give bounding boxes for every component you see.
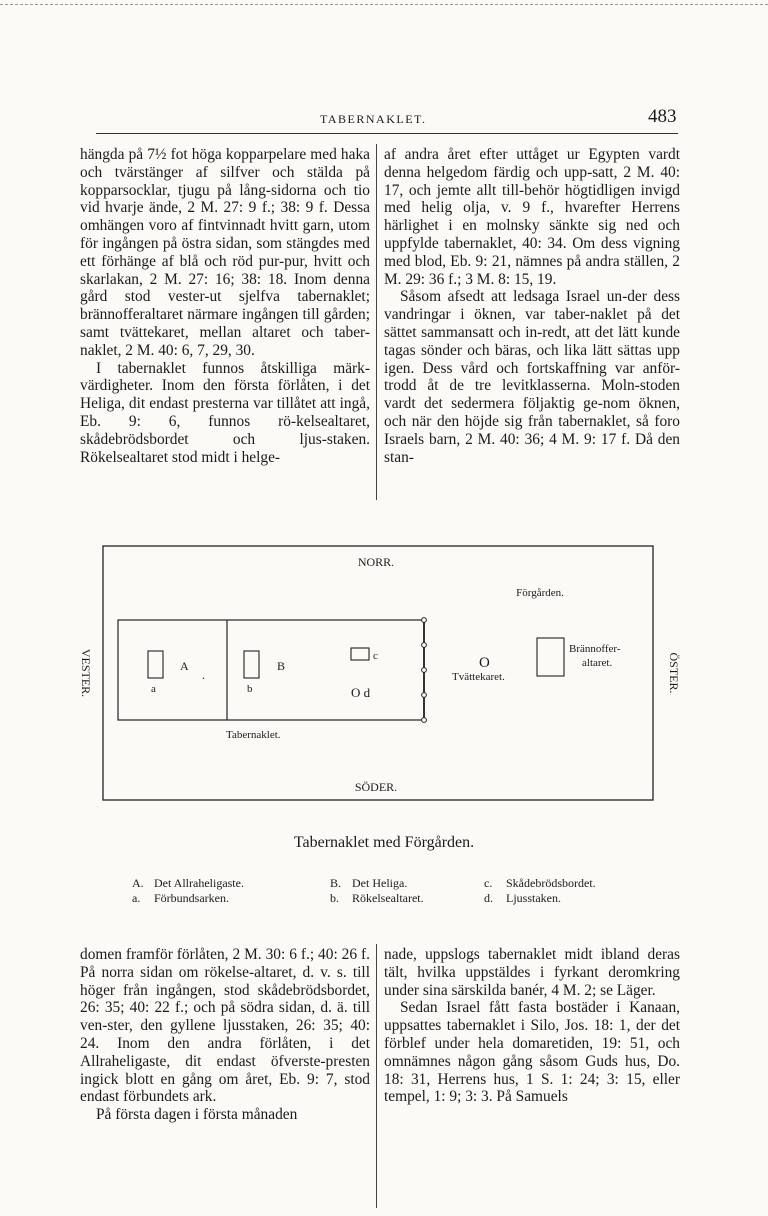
- figure-caption: Tabernaklet med Förgården.: [293, 834, 475, 851]
- legend-item: [132, 891, 244, 906]
- post: [422, 618, 427, 623]
- west-label: VESTER.: [79, 648, 93, 698]
- incense-altar: [244, 651, 259, 678]
- paragraph: nade, uppslogs tabernaklet midt ibland deras tält, hvilka uppstäldes i fyrkant deromkring under sina särskilda banér, 4 M. 2; se Läger.: [384, 946, 680, 999]
- paragraph: domen framför förlåten, 2 M. 30: 6 f.; 40: 26 f. På norra sidan om rökelse-altaret, d. v. s. till höger från ingången, stod skådebrödsbordet, 26: 35; 40: 22 f.; och på södra sidan, d. ä. till ven-ster, den gyllene ljusstaken, 26: 35; 40: 24. Inom den andra förlåten, i det Allraheligaste, dit endast öfverste-presten ingick blott en gång om året, Eb. 9: 7, stod endast förbundets ark.: [80, 946, 370, 1106]
- burnt-offering-altar: [537, 638, 564, 676]
- court-label: Förgården.: [516, 587, 564, 599]
- post: [422, 643, 427, 648]
- label-A: A: [180, 659, 189, 673]
- tabernacle-outline: [118, 620, 424, 720]
- legend-key: A.: [132, 876, 144, 890]
- label-c: c: [373, 650, 378, 662]
- legend-text: Skådebrödsbordet.: [506, 876, 596, 890]
- label-d-lampstand: O d: [351, 685, 371, 700]
- showbread-table: [351, 648, 369, 660]
- text-column-left-bottom: [80, 946, 370, 1124]
- east-label: ÖSTER.: [667, 652, 681, 694]
- post: [422, 668, 427, 673]
- legend-column-1: [132, 876, 244, 906]
- legend-text: Det Allraheligaste.: [154, 876, 244, 890]
- legend-text: Ljusstaken.: [506, 891, 561, 905]
- south-label: SÖDER.: [354, 780, 398, 794]
- paragraph: I tabernaklet funnos åtskilliga märk-värdigheter. Inom den första förlåten, i det Heliga, dit endast presterna var tillåtet att ingå, Eb. 9: 6, funnos rö-kelsealtaret, skådebrödsbordet och ljus-staken. Rökelsealtaret stod midt i helge-: [80, 359, 370, 466]
- post: [422, 693, 427, 698]
- paragraph: Såsom afsedt att ledsaga Israel un-der dess vandringar i öknen, var taber-naklet på det sättet sammansatt och in-redt, att det lätt kunde tagas sönder och bäras, och lika lätt sättas upp igen. Dess vård och fortskaffning var anför-trodd åt de tre levitklasserna. Moln-stoden vardt det sedermera följaktig ge-nom öknen, och när den höjde sig från tabernaklet, så foro Israels barn, 2 M. 40: 36; 4 M. 9: 17 f. Då den stan-: [384, 288, 680, 466]
- text-column-right-bottom: [384, 946, 680, 1106]
- legend-item: [484, 876, 596, 891]
- post: [422, 718, 427, 723]
- label-b: b: [247, 683, 253, 695]
- legend-key: c.: [484, 876, 493, 890]
- page-number: 483: [648, 106, 677, 127]
- legend-item: [330, 891, 424, 906]
- legend-key: d.: [484, 891, 493, 905]
- legend-column-3: [484, 876, 596, 906]
- legend-text: Det Heliga.: [352, 876, 408, 890]
- legend-key: a.: [132, 891, 141, 905]
- paragraph: af andra året efter uttåget ur Egypten vardt denna helgedom färdig och upp-satt, 2 M. 40: 17, och jemte allt till-behör högtidligen invigd med helig olja, v. 9 f., hvarefter Herrens härlighet i en molnsky sänkte sig ned och uppfylde tabernaklet, 40: 34. Om dess vigning med blod, Eb. 9: 21, nämnes på andra ställen, 2 M. 29: 36 f.; 3 M. 8: 15, 19.: [384, 146, 680, 288]
- column-divider: [376, 944, 377, 1208]
- legend-key: B.: [330, 876, 342, 890]
- paragraph: Sedan Israel fått fasta bostäder i Kanaan, uppsattes tabernaklet i Silo, Jos. 18: 1, der det förblef under hela domaretiden, 19: 51, och omnämnes någon gång såsom Guds hus, Do. 18: 31, Herrens hus, 1 S. 1: 24; 3: 15, eller tempel, 1: 9; 3: 3. På Samuels: [384, 999, 680, 1106]
- legend-text: Förbundsarken.: [154, 891, 229, 905]
- legend-key: b.: [330, 891, 339, 905]
- court-outer-frame: [103, 546, 653, 800]
- altar-label-line2: altaret.: [582, 657, 613, 669]
- dot-mark: .: [202, 668, 205, 682]
- label-B: B: [277, 659, 286, 673]
- ark-of-covenant: [148, 651, 163, 678]
- north-label: NORR.: [357, 555, 395, 569]
- laver-label: Tvättekaret.: [452, 671, 505, 683]
- legend-item: [132, 876, 244, 891]
- label-a: a: [151, 683, 156, 695]
- paragraph: På första dagen i första månaden: [96, 1106, 298, 1124]
- legend-item: [484, 891, 596, 906]
- legend-text: Rökelsealtaret.: [352, 891, 424, 905]
- tabernacle-label: Tabernaklet.: [226, 729, 281, 741]
- altar-label-line1: Brännoffer-: [569, 643, 621, 655]
- legend-column-2: [330, 876, 424, 906]
- legend-item: [330, 876, 424, 891]
- running-title: TABERNAKLET.: [320, 112, 427, 126]
- laver-symbol: O: [479, 655, 490, 671]
- paragraph: hängda på 7½ fot höga kopparpelare med haka och tvärstänger af silfver och stälda på kopparsocklar, tjugu på lång-sidorna och tio vid hvarje ände, 2 M. 27: 9 f.; 38: 9 f. Dessa omhängen voro af fintvinnadt hvitt garn, utom för ingången på östra sidan, som stängdes med ett förhänge af blå och röd pur-pur, hvitt och skarlakan, 2 M. 27: 16; 38: 18. Inom denna gård stod vester-ut sjelfva tabernaklet; brännofferaltaret närmare ingången till gården; samt tvättekaret, mellan altaret och taber-naklet, 2 M. 40: 6, 7, 29, 30.: [80, 146, 370, 359]
